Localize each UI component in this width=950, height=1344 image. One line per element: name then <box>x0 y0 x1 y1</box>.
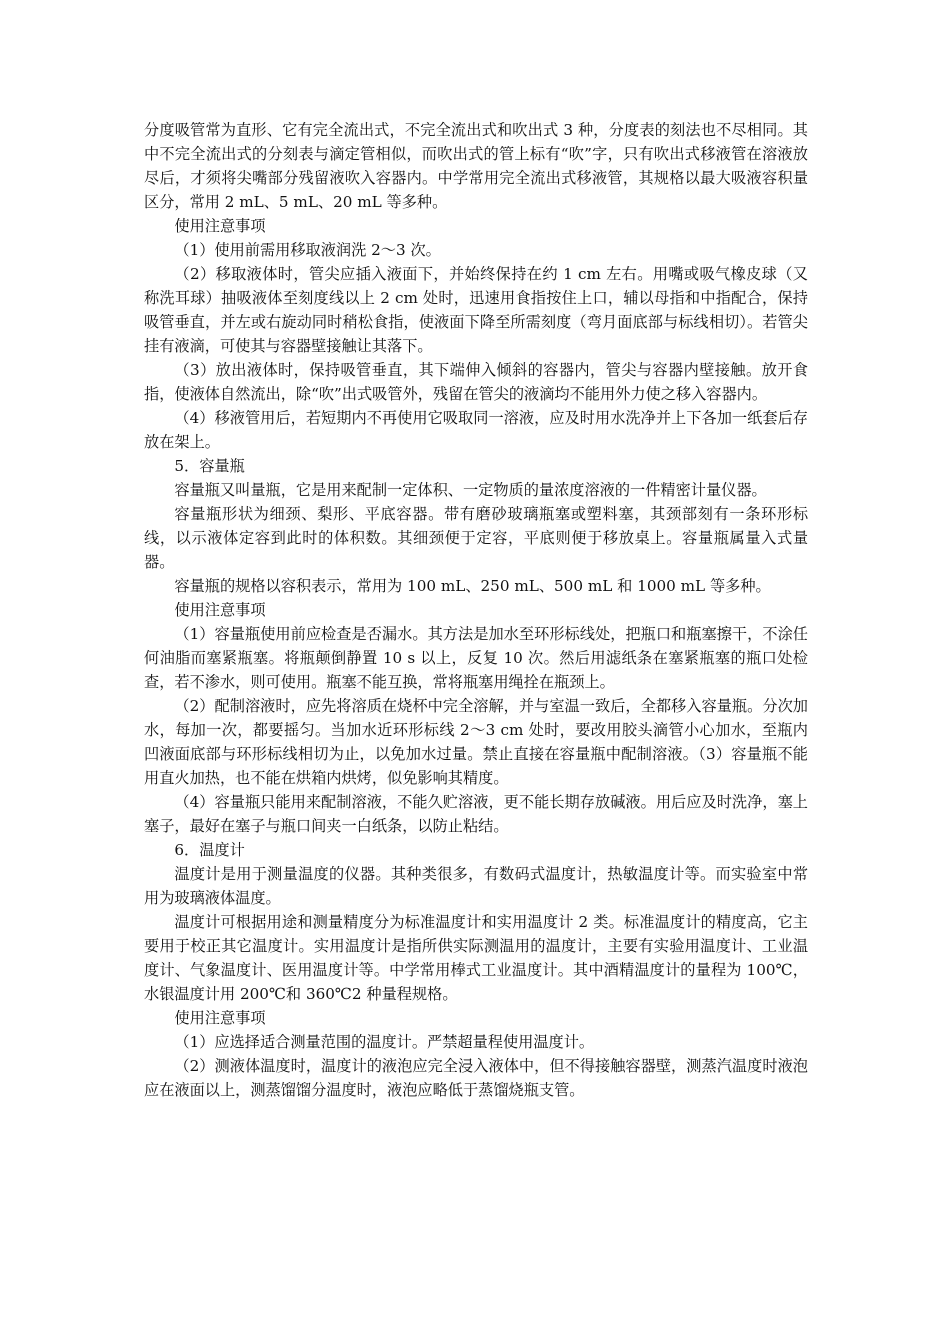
paragraph-pipette-note-2: （2）移取液体时，管尖应插入液面下，并始终保持在约 1 cm 左右。用嘴或吸气橡皮球（又称洗耳球）抽吸液体至刻度线以上 2 cm 处时，迅速用食指按住上口，辅以母指和中指配合，保持吸管垂直，并左或右旋动同时稍松食指，使液面下降至所需刻度（弯月面底部与标线相切）。若管尖挂有液滴，可使其与容器壁接触让其落下。 <box>144 265 808 355</box>
paragraph-flask-definition: 容量瓶又叫量瓶，它是用来配制一定体积、一定物质的量浓度溶液的一件精密计量仪器。 <box>174 481 767 499</box>
paragraph-flask-shape: 容量瓶形状为细颈、梨形、平底容器。带有磨砂玻璃瓶塞或塑料塞，其颈部刻有一条环形标线，以示液体定容到此时的体积数。其细颈便于定容，平底则便于移放桌上。容量瓶属量入式量器。 <box>144 505 808 571</box>
paragraph-thermometer-note-2: （2）测液体温度时，温度计的液泡应完全浸入液体中，但不得接触容器壁，测蒸汽温度时液泡应在液面以上，测蒸馏馏分温度时，液泡应略低于蒸馏烧瓶支管。 <box>144 1057 808 1099</box>
document-page <box>144 118 808 1102</box>
paragraph-pipette-note-1: （1）使用前需用移取液润洗 2～3 次。 <box>174 241 441 259</box>
paragraph-flask-note-4: （4）容量瓶只能用来配制溶液，不能久贮溶液，更不能长期存放碱液。用后应及时洗净，塞上塞子，最好在塞子与瓶口间夹一白纸条，以防止粘结。 <box>144 793 808 835</box>
paragraph-flask-note-2-3: （2）配制溶液时，应先将溶质在烧杯中完全溶解，并与室温一致后，全都移入容量瓶。分次加水，每加一次，都要摇匀。当加水近环形标线 2～3 cm 处时，要改用胶头滴管小心加水，至瓶内凹液面底部与环形标线相切为止，以免加水过量。禁止直接在容量瓶中配制溶液。（3）容量瓶不能用直火加热，也不能在烘箱内烘烤，似免影响其精度。 <box>144 697 808 787</box>
paragraph-pipette-note-4: （4）移液管用后，若短期内不再使用它吸取同一溶液，应及时用水洗净并上下各加一纸套后存放在架上。 <box>144 409 808 451</box>
section-heading-thermometer: 6．温度计 <box>174 841 245 859</box>
paragraph-pipette-note-3: （3）放出液体时，保持吸管垂直，其下端伸入倾斜的容器内，管尖与容器内壁接触。放开食指，使液体自然流出，除“吹”出式吸管外，残留在管尖的液滴均不能用外力使之移入容器内。 <box>144 361 808 403</box>
paragraph-flask-specs: 容量瓶的规格以容积表示，常用为 100 mL、250 mL、500 mL 和 1000 mL 等多种。 <box>174 577 771 595</box>
paragraph-thermometer-types: 温度计可根据用途和测量精度分为标准温度计和实用温度计 2 类。标准温度计的精度高，它主要用于校正其它温度计。实用温度计是指所供实际测温用的温度计，主要有实验用温度计、工业温度计、气象温度计、医用温度计等。中学常用棒式工业温度计。其中酒精温度计的量程为 100℃，水银温度计用 200℃和 360℃2 种量程规格。 <box>144 913 808 1003</box>
section-heading-volumetric-flask: 5．容量瓶 <box>174 457 245 475</box>
heading-usage-notes-flask: 使用注意事项 <box>174 601 266 619</box>
heading-usage-notes-pipette: 使用注意事项 <box>174 217 266 235</box>
paragraph-thermometer-note-1: （1）应选择适合测量范围的温度计。严禁超量程使用温度计。 <box>174 1033 595 1051</box>
paragraph-flask-note-1: （1）容量瓶使用前应检查是否漏水。其方法是加水至环形标线处，把瓶口和瓶塞擦干，不涂任何油脂而塞紧瓶塞。将瓶颠倒静置 10 s 以上，反复 10 次。然后用滤纸条在塞紧瓶塞的瓶口处检查，若不渗水，则可使用。瓶塞不能互换，常将瓶塞用绳拴在瓶颈上。 <box>144 625 808 691</box>
paragraph-thermometer-definition: 温度计是用于测量温度的仪器。其种类很多，有数码式温度计，热敏温度计等。而实验室中常用为玻璃液体温度。 <box>144 865 808 907</box>
heading-usage-notes-thermometer: 使用注意事项 <box>174 1009 266 1027</box>
paragraph-pipette-types: 分度吸管常为直形、它有完全流出式，不完全流出式和吹出式 3 种，分度表的刻法也不尽相同。其中不完全流出式的分刻表与滴定管相似，而吹出式的管上标有“吹”字，只有吹出式移液管在溶液放尽后，才须将尖嘴部分残留液吹入容器内。中学常用完全流出式移液管，其规格以最大吸液容积量区分，常用 2 mL、5 mL、20 mL 等多种。 <box>144 121 808 211</box>
